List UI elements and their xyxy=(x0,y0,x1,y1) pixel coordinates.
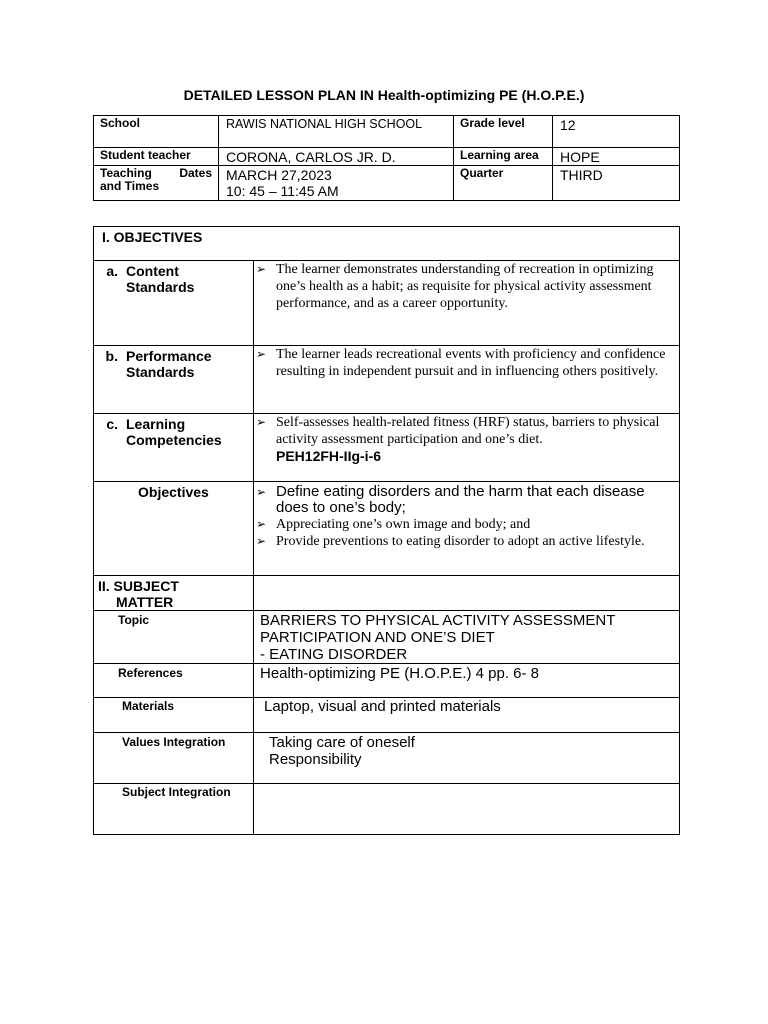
quarter-value: THIRD xyxy=(553,166,680,201)
arrow-bullet-icon: ➢ xyxy=(256,415,267,429)
objective-3-text: Provide preventions to eating disorder to adopt an active lifestyle. xyxy=(276,534,645,549)
content-standards-item xyxy=(254,261,679,312)
values-integration-value xyxy=(254,733,680,784)
subject-integration-label: Subject Integration xyxy=(94,784,254,835)
performance-standards-label xyxy=(94,346,254,414)
arrow-bullet-icon: ➢ xyxy=(256,485,267,499)
learning-competencies-cell xyxy=(254,414,680,482)
performance-letter: b. xyxy=(105,348,118,364)
content-standards-text: The learner demonstrates understanding of recreation in optimizing one’s health as a habit; as requisite for physical activity assessment performance, and as a career opportunity. xyxy=(276,262,654,311)
learning-competencies-label xyxy=(94,414,254,482)
performance-word: Performance xyxy=(126,348,212,364)
teaching-word: Teaching xyxy=(100,166,152,180)
grade-level-label: Grade level xyxy=(454,116,553,148)
competencies-word: Competencies xyxy=(126,432,222,448)
materials-value: Laptop, visual and printed materials xyxy=(254,698,680,733)
grade-level-value: 12 xyxy=(553,116,680,148)
teaching-dates-label xyxy=(94,166,219,201)
time-value: 10: 45 – 11:45 AM xyxy=(226,183,339,199)
objective-2-text: Appreciating one’s own image and body; and xyxy=(276,517,531,532)
references-value: Health-optimizing PE (H.O.P.E.) 4 pp. 6- 8 xyxy=(254,664,680,698)
competency-letter: c. xyxy=(106,416,118,432)
subject-matter-empty-cell xyxy=(254,576,680,611)
topic-line-2: PARTICIPATION AND ONE’S DIET xyxy=(260,629,495,646)
objective-item xyxy=(254,533,679,550)
values-line-1: Taking care of oneself xyxy=(269,734,415,751)
topic-label: Topic xyxy=(94,611,254,664)
arrow-bullet-icon: ➢ xyxy=(256,517,267,531)
subject-heading-line-1: II. SUBJECT xyxy=(98,578,179,594)
topic-line-3: - EATING DISORDER xyxy=(260,646,408,663)
lesson-info-table xyxy=(93,115,680,201)
arrow-bullet-icon: ➢ xyxy=(256,262,267,276)
and-times-word: and Times xyxy=(100,179,160,193)
subject-heading-line-2: MATTER xyxy=(116,594,174,610)
learning-area-value: HOPE xyxy=(553,148,680,166)
document-title: DETAILED LESSON PLAN IN Health-optimizing PE (H.O.P.E.) xyxy=(183,87,585,103)
arrow-bullet-icon: ➢ xyxy=(256,534,267,548)
references-label: References xyxy=(94,664,254,698)
dates-word: Dates xyxy=(179,166,212,180)
school-value: RAWIS NATIONAL HIGH SCHOOL xyxy=(219,116,454,148)
student-teacher-value: CORONA, CARLOS JR. D. xyxy=(219,148,454,166)
learning-word: Learning xyxy=(126,416,186,432)
teaching-dates-value xyxy=(219,166,454,201)
performance-standards-word: Standards xyxy=(126,364,195,380)
learning-area-label: Learning area xyxy=(454,148,553,166)
subject-integration-value xyxy=(254,784,680,835)
performance-standards-cell xyxy=(254,346,680,414)
objective-1-text: Define eating disorders and the harm that each disease does to one’s body; xyxy=(276,483,645,516)
competency-code: PEH12FH-IIg-i-6 xyxy=(276,448,382,464)
topic-line-1: BARRIERS TO PHYSICAL ACTIVITY ASSESSMENT xyxy=(260,612,616,629)
content-standards-cell xyxy=(254,261,680,346)
objectives-cell xyxy=(254,482,680,576)
objective-item xyxy=(254,516,679,533)
materials-label: Materials xyxy=(94,698,254,733)
date-value: MARCH 27,2023 xyxy=(226,167,332,183)
objective-item xyxy=(254,484,679,516)
student-teacher-label: Student teacher xyxy=(94,148,219,166)
school-label: School xyxy=(94,116,219,148)
content-letter: a. xyxy=(106,263,118,279)
standards-word: Standards xyxy=(126,279,195,295)
learning-competencies-item xyxy=(254,414,679,448)
quarter-label: Quarter xyxy=(454,166,553,201)
values-line-2: Responsibility xyxy=(269,751,362,768)
objectives-label: Objectives xyxy=(94,482,254,576)
content-standards-label xyxy=(94,261,254,346)
learning-competencies-text: Self-assesses health-related fitness (HRF) status, barriers to physical activity assessment participation and one’s diet. xyxy=(276,415,660,447)
subject-matter-heading xyxy=(94,576,254,611)
performance-standards-item xyxy=(254,346,679,380)
lesson-plan-table xyxy=(93,226,680,835)
arrow-bullet-icon: ➢ xyxy=(256,347,267,361)
objectives-heading: I. OBJECTIVES xyxy=(94,227,680,261)
topic-value xyxy=(254,611,680,664)
content-word: Content xyxy=(126,263,179,279)
performance-standards-text: The learner leads recreational events with proficiency and confidence resulting in independent pursuit and in influencing others positively. xyxy=(276,347,666,379)
values-integration-label: Values Integration xyxy=(94,733,254,784)
